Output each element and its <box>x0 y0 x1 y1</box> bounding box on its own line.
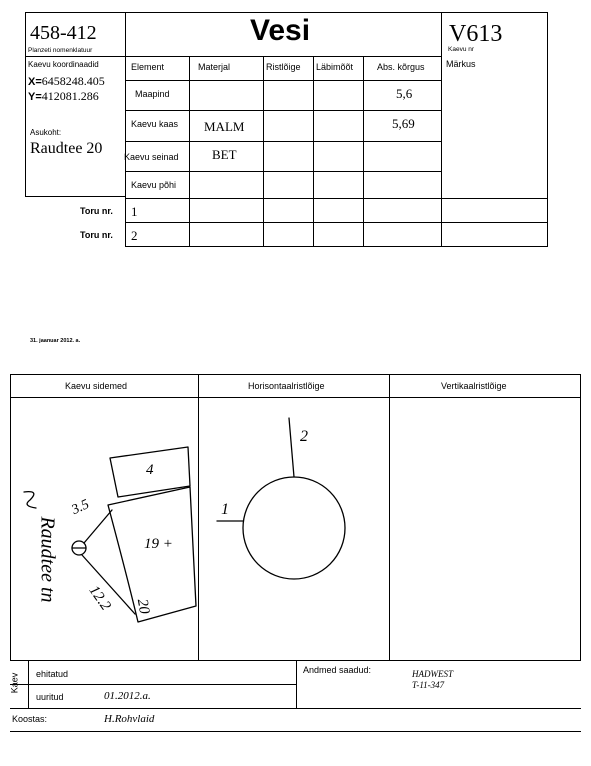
footer-line <box>10 684 296 685</box>
footer-divider <box>296 660 297 708</box>
pipe-value: 2 <box>131 228 138 243</box>
coords-label: Kaevu koordinaadid <box>28 60 99 69</box>
source-label: Andmed saadud: <box>303 665 372 675</box>
pipe-label: Toru nr. <box>80 230 113 240</box>
source-line2: T-11-347 <box>412 680 445 690</box>
surveyed-label: uuritud <box>36 692 64 702</box>
row-abs-height: 5,69 <box>392 116 415 131</box>
cross-section-circle <box>243 477 345 579</box>
building-label: 4 <box>146 462 154 478</box>
building-label: 20 <box>133 597 153 616</box>
coord-x-prefix: X= <box>28 76 42 88</box>
pipe-number-label: 1 <box>221 501 229 518</box>
pipe-number-label: 2 <box>300 428 308 445</box>
col-header-abs-height: Abs. kõrgus <box>377 62 425 72</box>
distance-label: 12.2 <box>85 582 114 614</box>
col-header-material: Materjal <box>198 62 231 72</box>
date-stamp: 31. jaanuar 2012. a. <box>30 338 81 344</box>
pipe-label: Toru nr. <box>80 206 113 216</box>
col-header-element: Element <box>131 62 165 72</box>
author-value: H.Rohvlaid <box>104 713 155 725</box>
footer-line <box>10 731 581 732</box>
built-label: ehitatud <box>36 669 69 679</box>
building-outline <box>108 487 196 622</box>
row-element: Kaevu kaas <box>131 119 179 129</box>
location-label: Asukoht: <box>30 128 62 137</box>
map-sheet-label: Planzeti nomenklatuur <box>28 47 93 54</box>
well-number-label: Kaevu nr <box>448 46 475 53</box>
distance-line <box>84 510 112 543</box>
coord-y-prefix: Y= <box>28 91 42 103</box>
sketch-header-vertical: Vertikaalristlõige <box>441 381 507 391</box>
building-label: 19 + <box>144 536 173 552</box>
footer-line <box>10 708 581 709</box>
map-sheet-value: 458-412 <box>30 22 97 44</box>
location-value: Raudtee 20 <box>30 140 103 157</box>
row-material: MALM <box>204 119 245 134</box>
row-abs-height: 5,6 <box>396 86 413 101</box>
row-element: Kaevu seinad <box>124 152 179 162</box>
sketch-header-links: Kaevu sidemed <box>65 381 128 391</box>
row-element: Kaevu põhi <box>131 180 177 190</box>
sketch-header-horizontal: Horisontaalristlõige <box>248 381 325 391</box>
well-side-label: Kaev <box>9 672 20 694</box>
surveyed-value: 01.2012.a. <box>104 690 151 702</box>
street-mark <box>24 492 36 508</box>
coord-y-value: 412081.286 <box>41 89 99 103</box>
col-header-remarks: Märkus <box>446 59 476 69</box>
col-header-cross-section: Ristlõige <box>266 62 301 72</box>
pipe-line <box>289 418 294 477</box>
page-title: Vesi <box>250 14 311 47</box>
coord-x-value: 6458248.405 <box>41 74 105 88</box>
author-label: Koostas: <box>12 714 48 724</box>
street-annotation: Raudtee tn <box>36 516 59 603</box>
well-number-value: V613 <box>449 21 503 47</box>
col-header-diameter: Läbimõõt <box>316 62 354 72</box>
source-line1: HADWEST <box>412 669 453 679</box>
pipe-value: 1 <box>131 204 138 219</box>
row-material: BET <box>212 147 237 162</box>
footer-divider <box>28 660 29 708</box>
distance-label: 3.5 <box>69 497 92 519</box>
row-element: Maapind <box>135 89 170 99</box>
